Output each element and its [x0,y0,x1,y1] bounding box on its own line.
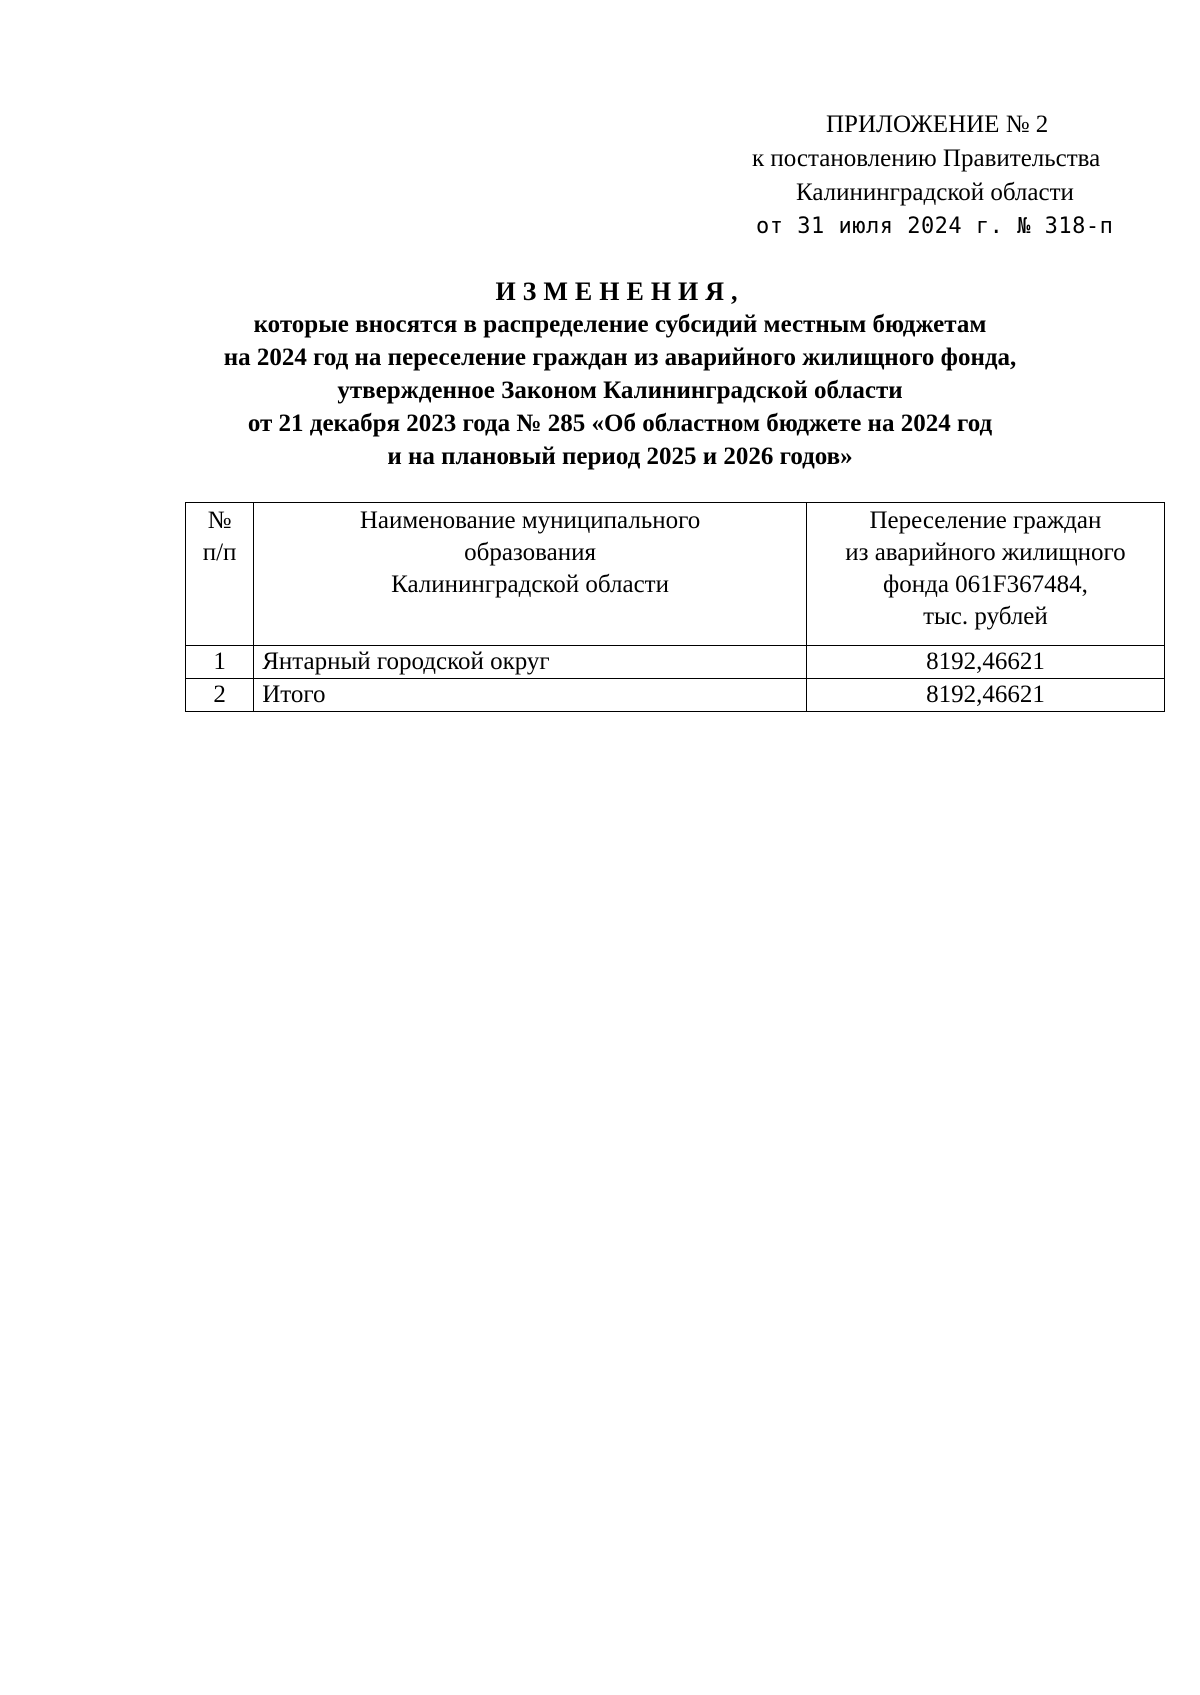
annex-block [740,108,1160,244]
document-title: ИЗМЕНЕНИЯ, [495,277,745,306]
annex-number: ПРИЛОЖЕНИЕ № 2 [826,111,1049,138]
table-row [186,679,1165,712]
heading-line: утвержденное Законом Калининградской области [337,377,903,404]
row-amount: 8192,46621 [806,679,1164,712]
header-number [186,503,254,646]
heading-line: от 21 декабря 2023 года № 285 «Об областном бюджете на 2024 год [247,410,993,437]
header-municipality-line: образования [464,539,596,566]
header-resettlement-line: фонда 061F367484, [883,571,1088,598]
header-number-line: п/п [202,539,237,566]
header-number-line: № [207,507,232,534]
header-resettlement [806,503,1164,646]
row-municipality: Итого [254,679,807,712]
heading-line: которые вносятся в распределение субсидий местным бюджетам [253,311,987,338]
subsidy-table [185,502,1165,712]
annex-region: Калининградской области [796,179,1074,206]
header-resettlement-line: тыс. рублей [923,603,1048,630]
annex-date-number: от 31 июля 2024 г. № 318-п [756,214,1114,239]
row-number: 2 [186,679,254,712]
header-municipality-line: Наименование муниципального [359,507,701,534]
table-header-row [186,503,1165,646]
heading-line: на 2024 год на переселение граждан из аварийного жилищного фонда, [223,344,1017,371]
table-row [186,646,1165,679]
row-municipality: Янтарный городской округ [254,646,807,679]
header-municipality [254,503,807,646]
row-amount: 8192,46621 [806,646,1164,679]
heading-line: и на плановый период 2025 и 2026 годов» [387,443,853,470]
annex-reference: к постановлению Правительства [752,145,1101,172]
header-resettlement-line: из аварийного жилищного [845,539,1126,566]
document-heading [150,275,1090,473]
header-resettlement-line: Переселение граждан [869,507,1102,534]
header-municipality-line: Калининградской области [391,571,669,598]
row-number: 1 [186,646,254,679]
